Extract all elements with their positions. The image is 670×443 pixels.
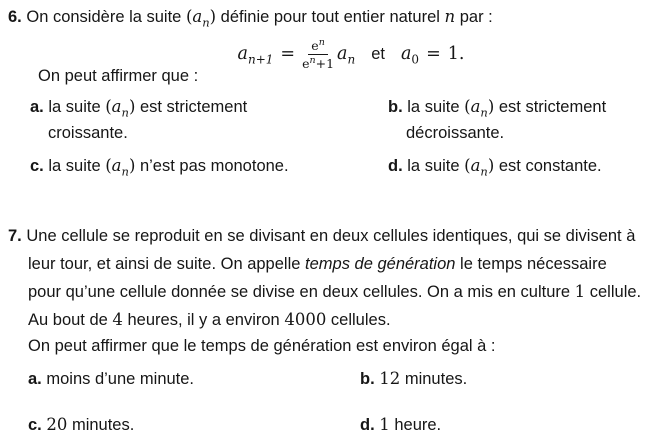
fraction-numerator: $e^n$ (308, 38, 328, 55)
sequence-notation: $(a_n)$ (185, 7, 217, 30)
option-6c-text: la suite (48, 157, 106, 175)
emphasized-term: temps de génération (305, 255, 456, 273)
para-text-4: heures, il y a environ (122, 311, 285, 329)
option-6c-label: c. (30, 157, 44, 175)
option-6b-label: b. (388, 98, 403, 116)
option-7d-label: d. (360, 416, 375, 434)
number-1-cell: 1 (574, 282, 586, 301)
option-7a (28, 366, 194, 392)
question-7-prompt: On peut affirmer que le temps de génération est environ égal à : (28, 337, 496, 355)
sequence-notation: $(a_n)$ (105, 156, 136, 179)
option-7b (360, 366, 467, 392)
option-7b-number: 12 (379, 369, 401, 388)
fraction-denominator: $e^n+1$ (302, 54, 335, 71)
lhs-term: $a_{n+1}$ (237, 44, 274, 67)
option-6d-text-2: est constante. (494, 157, 602, 175)
option-6d-text: la suite (407, 157, 465, 175)
rhs-term: $a_n$ (337, 44, 356, 67)
stem-text-2: définie pour tout entier naturel (216, 8, 445, 26)
sequence-notation: $(a_n)$ (464, 97, 495, 120)
option-7b-label: b. (360, 370, 375, 388)
option-6b-text-2: est strictement décroissante. (406, 98, 607, 142)
question-6-stem (8, 3, 658, 31)
number-4-hours: 4 (112, 310, 123, 329)
option-7c-text: minutes. (67, 416, 135, 434)
option-7c-label: c. (28, 416, 42, 434)
option-7a-label: a. (28, 370, 42, 388)
stem-text-3: par : (455, 8, 493, 26)
equals-sign-2: = (426, 44, 441, 64)
equals-sign: = (280, 44, 296, 64)
initial-term: $a_0$ (400, 44, 420, 67)
para-text-1: Une cellule se reproduit en se divisant en deux cellules identiques, qui se divisent à leur tour, et ainsi de suite. On appelle (26, 227, 636, 273)
sequence-notation: $(a_n)$ (464, 156, 495, 179)
question-6-number: 6. (8, 8, 22, 26)
option-6a (30, 94, 278, 146)
initial-value: 1. (447, 44, 465, 64)
option-6b-text: la suite (407, 98, 465, 116)
option-6b (388, 94, 636, 146)
option-7d (360, 412, 441, 438)
option-7c-number: 20 (46, 415, 68, 434)
option-6a-text-2: est strictement croissante. (48, 98, 248, 142)
question-7-number: 7. (8, 227, 22, 245)
option-7a-text: moins d’une minute. (46, 370, 195, 388)
option-6a-label: a. (30, 98, 44, 116)
option-7d-number: 1 (379, 415, 390, 434)
number-4000-cells: 4000 (284, 310, 327, 329)
option-6d (388, 153, 602, 179)
option-6a-text: la suite (48, 98, 106, 116)
para-text-2: le temps nécessaire pour qu’une cellule donnée se divise en deux cellules. On a mis en culture (28, 255, 607, 301)
option-7c (28, 412, 134, 438)
conjunction-et: et (371, 45, 385, 63)
stem-text-1: On considère la suite (26, 8, 186, 26)
variable-n: n (444, 7, 456, 26)
question-7-stem (8, 222, 642, 334)
option-7d-text: heure. (389, 416, 442, 434)
sequence-notation: $(a_n)$ (105, 97, 136, 120)
option-6c-text-2: n’est pas monotone. (135, 157, 289, 175)
fraction (302, 38, 334, 71)
para-text-5: cellules. (326, 311, 391, 329)
option-6c (30, 153, 289, 179)
option-6d-label: d. (388, 157, 403, 175)
question-6-prompt: On peut affirmer que : (38, 67, 199, 85)
option-7b-text: minutes. (400, 370, 468, 388)
para-text-3: cellule. Au bout de (28, 283, 642, 329)
